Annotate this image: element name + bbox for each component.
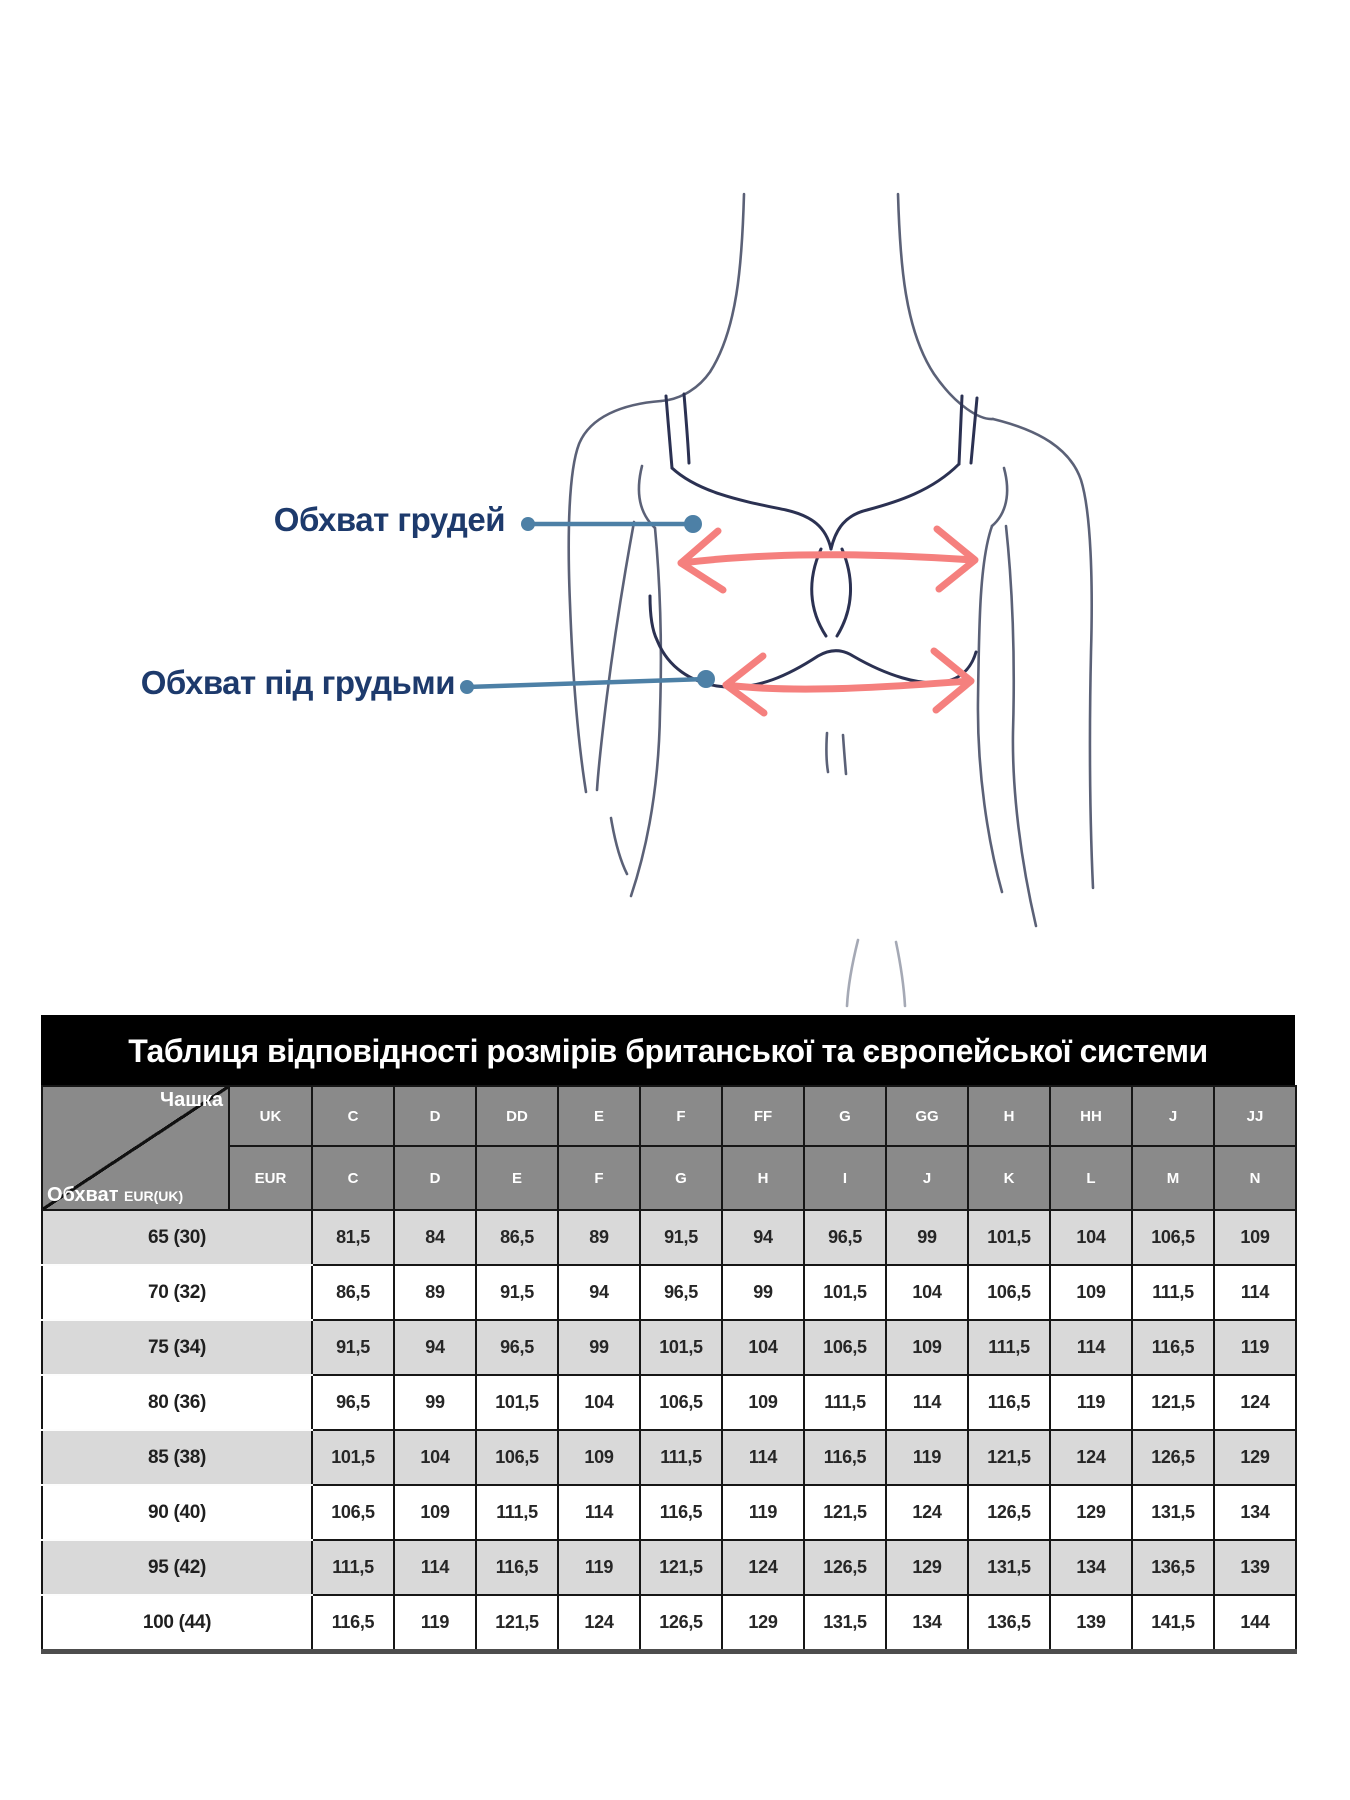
measurement-cell: 114 — [1050, 1320, 1132, 1375]
uk-cup-J: J — [1132, 1086, 1214, 1146]
table-row — [42, 1210, 1296, 1265]
measurement-cell: 106,5 — [968, 1265, 1050, 1320]
measurement-cell: 86,5 — [476, 1210, 558, 1265]
measurement-cell: 124 — [558, 1595, 640, 1652]
measurement-cell: 101,5 — [640, 1320, 722, 1375]
measurement-cell: 99 — [558, 1320, 640, 1375]
measurement-cell: 114 — [558, 1485, 640, 1540]
measurement-cell: 84 — [394, 1210, 476, 1265]
table-row — [42, 1320, 1296, 1375]
measurement-cell: 121,5 — [476, 1595, 558, 1652]
measurement-cell: 104 — [886, 1265, 968, 1320]
measurement-cell: 104 — [1050, 1210, 1132, 1265]
measurement-cell: 91,5 — [476, 1265, 558, 1320]
measurement-cell: 109 — [1050, 1265, 1132, 1320]
band-size-cell: 100 (44) — [42, 1595, 312, 1652]
measurement-cell: 124 — [1050, 1430, 1132, 1485]
measurement-cell: 89 — [558, 1210, 640, 1265]
measurement-cell: 99 — [394, 1375, 476, 1430]
measurement-cell: 136,5 — [1132, 1540, 1214, 1595]
eur-cup-I: I — [804, 1146, 886, 1210]
measurement-cell: 131,5 — [968, 1540, 1050, 1595]
measurement-cell: 121,5 — [968, 1430, 1050, 1485]
measurement-cell: 121,5 — [1132, 1375, 1214, 1430]
measurement-cell: 91,5 — [312, 1320, 394, 1375]
band-size-cell: 80 (36) — [42, 1375, 312, 1430]
table-title: Таблиця відповідності розмірів британської та європейської системи — [41, 1015, 1295, 1085]
measurement-cell: 89 — [394, 1265, 476, 1320]
measurement-cell: 131,5 — [804, 1595, 886, 1652]
measurement-cell: 111,5 — [312, 1540, 394, 1595]
eur-cup-F: F — [558, 1146, 640, 1210]
measurement-cell: 124 — [722, 1540, 804, 1595]
measurement-cell: 101,5 — [476, 1375, 558, 1430]
measurement-cell: 116,5 — [312, 1595, 394, 1652]
measurement-cell: 109 — [558, 1430, 640, 1485]
uk-cup-E: E — [558, 1086, 640, 1146]
eur-cup-H: H — [722, 1146, 804, 1210]
torso-outline — [569, 194, 1093, 1006]
eur-cup-N: N — [1214, 1146, 1296, 1210]
measurement-cell: 104 — [558, 1375, 640, 1430]
size-table — [41, 1015, 1295, 1654]
table-row — [42, 1540, 1296, 1595]
measurement-cell: 119 — [1050, 1375, 1132, 1430]
measurement-cell: 111,5 — [968, 1320, 1050, 1375]
measurement-cell: 139 — [1050, 1595, 1132, 1652]
bust-leader-line — [521, 515, 702, 533]
table-row — [42, 1485, 1296, 1540]
uk-cup-F: F — [640, 1086, 722, 1146]
measurement-cell: 99 — [886, 1210, 968, 1265]
measurement-cell: 141,5 — [1132, 1595, 1214, 1652]
measurement-cell: 106,5 — [1132, 1210, 1214, 1265]
measurement-cell: 116,5 — [1132, 1320, 1214, 1375]
measurement-cell: 86,5 — [312, 1265, 394, 1320]
table-row — [42, 1265, 1296, 1320]
eur-cup-G: G — [640, 1146, 722, 1210]
measurement-cell: 81,5 — [312, 1210, 394, 1265]
measurement-cell: 96,5 — [312, 1375, 394, 1430]
measurement-cell: 129 — [1050, 1485, 1132, 1540]
measurement-cell: 111,5 — [804, 1375, 886, 1430]
measurement-cell: 99 — [722, 1265, 804, 1320]
band-size-cell: 95 (42) — [42, 1540, 312, 1595]
measurement-cell: 119 — [394, 1595, 476, 1652]
measurement-cell: 106,5 — [476, 1430, 558, 1485]
table-row — [42, 1595, 1296, 1652]
measurement-cell: 106,5 — [640, 1375, 722, 1430]
measurement-cell: 126,5 — [640, 1595, 722, 1652]
measurement-cell: 106,5 — [312, 1485, 394, 1540]
band-size-cell: 70 (32) — [42, 1265, 312, 1320]
measurement-cell: 134 — [1214, 1485, 1296, 1540]
measurement-cell: 124 — [886, 1485, 968, 1540]
measurement-cell: 116,5 — [968, 1375, 1050, 1430]
uk-cup-D: D — [394, 1086, 476, 1146]
measurement-cell: 139 — [1214, 1540, 1296, 1595]
measurement-cell: 111,5 — [476, 1485, 558, 1540]
measurement-cell: 94 — [394, 1320, 476, 1375]
corner-cup-label: Чашка — [160, 1089, 223, 1111]
measurement-cell: 119 — [722, 1485, 804, 1540]
measurement-cell: 129 — [722, 1595, 804, 1652]
measurement-cell: 96,5 — [476, 1320, 558, 1375]
measurement-cell: 101,5 — [968, 1210, 1050, 1265]
measurement-cell: 109 — [1214, 1210, 1296, 1265]
uk-system-label: UK — [229, 1086, 312, 1146]
measurement-cell: 119 — [1214, 1320, 1296, 1375]
corner-band-label: Обхват EUR(UK) — [47, 1184, 184, 1206]
eur-cup-M: M — [1132, 1146, 1214, 1210]
measurement-cell: 134 — [1050, 1540, 1132, 1595]
measurement-cell: 94 — [558, 1265, 640, 1320]
measurement-cell: 109 — [394, 1485, 476, 1540]
band-size-cell: 85 (38) — [42, 1430, 312, 1485]
table-row — [42, 1375, 1296, 1430]
band-size-cell: 90 (40) — [42, 1485, 312, 1540]
measurement-cell: 134 — [886, 1595, 968, 1652]
eur-cup-E: E — [476, 1146, 558, 1210]
uk-cup-DD: DD — [476, 1086, 558, 1146]
eur-cup-K: K — [968, 1146, 1050, 1210]
measurement-cell: 116,5 — [804, 1430, 886, 1485]
measurement-cell: 144 — [1214, 1595, 1296, 1652]
measurement-cell: 114 — [722, 1430, 804, 1485]
eur-cup-J: J — [886, 1146, 968, 1210]
measurement-cell: 109 — [886, 1320, 968, 1375]
measurement-cell: 126,5 — [1132, 1430, 1214, 1485]
measurement-cell: 136,5 — [968, 1595, 1050, 1652]
size-table-grid — [41, 1085, 1297, 1654]
measurement-cell: 129 — [1214, 1430, 1296, 1485]
header-row-eur — [42, 1146, 1296, 1210]
measurement-cell: 94 — [722, 1210, 804, 1265]
measurement-cell: 116,5 — [640, 1485, 722, 1540]
band-size-cell: 65 (30) — [42, 1210, 312, 1265]
measurement-cell: 96,5 — [804, 1210, 886, 1265]
eur-cup-C: C — [312, 1146, 394, 1210]
measurement-cell: 111,5 — [640, 1430, 722, 1485]
measurement-cell: 119 — [558, 1540, 640, 1595]
uk-cup-G: G — [804, 1086, 886, 1146]
corner-cell — [42, 1086, 229, 1210]
eur-system-label: EUR — [229, 1146, 312, 1210]
measurement-cell: 91,5 — [640, 1210, 722, 1265]
measurement-cell: 106,5 — [804, 1320, 886, 1375]
uk-cup-FF: FF — [722, 1086, 804, 1146]
measurement-cell: 129 — [886, 1540, 968, 1595]
measurement-cell: 114 — [394, 1540, 476, 1595]
table-row — [42, 1430, 1296, 1485]
measurement-cell: 101,5 — [312, 1430, 394, 1485]
underbust-leader-line — [460, 670, 715, 694]
measurement-cell: 101,5 — [804, 1265, 886, 1320]
measurement-cell: 124 — [1214, 1375, 1296, 1430]
measurement-cell: 116,5 — [476, 1540, 558, 1595]
measurement-cell: 114 — [1214, 1265, 1296, 1320]
measurement-cell: 126,5 — [968, 1485, 1050, 1540]
header-row-uk — [42, 1086, 1296, 1146]
measurement-cell: 109 — [722, 1375, 804, 1430]
band-size-cell: 75 (34) — [42, 1320, 312, 1375]
measurement-cell: 121,5 — [640, 1540, 722, 1595]
uk-cup-GG: GG — [886, 1086, 968, 1146]
measurement-cell: 104 — [394, 1430, 476, 1485]
measurement-cell: 131,5 — [1132, 1485, 1214, 1540]
measurement-cell: 119 — [886, 1430, 968, 1485]
measurement-cell: 121,5 — [804, 1485, 886, 1540]
measurement-cell: 96,5 — [640, 1265, 722, 1320]
uk-cup-C: C — [312, 1086, 394, 1146]
bra-outline — [650, 394, 977, 687]
underbust-label: Обхват під грудьми — [140, 664, 455, 701]
uk-cup-JJ: JJ — [1214, 1086, 1296, 1146]
measurement-cell: 104 — [722, 1320, 804, 1375]
eur-cup-D: D — [394, 1146, 476, 1210]
measurement-cell: 126,5 — [804, 1540, 886, 1595]
eur-cup-L: L — [1050, 1146, 1132, 1210]
uk-cup-H: H — [968, 1086, 1050, 1146]
uk-cup-HH: HH — [1050, 1086, 1132, 1146]
bust-label: Обхват грудей — [273, 501, 505, 538]
measurement-cell: 111,5 — [1132, 1265, 1214, 1320]
measurement-cell: 114 — [886, 1375, 968, 1430]
